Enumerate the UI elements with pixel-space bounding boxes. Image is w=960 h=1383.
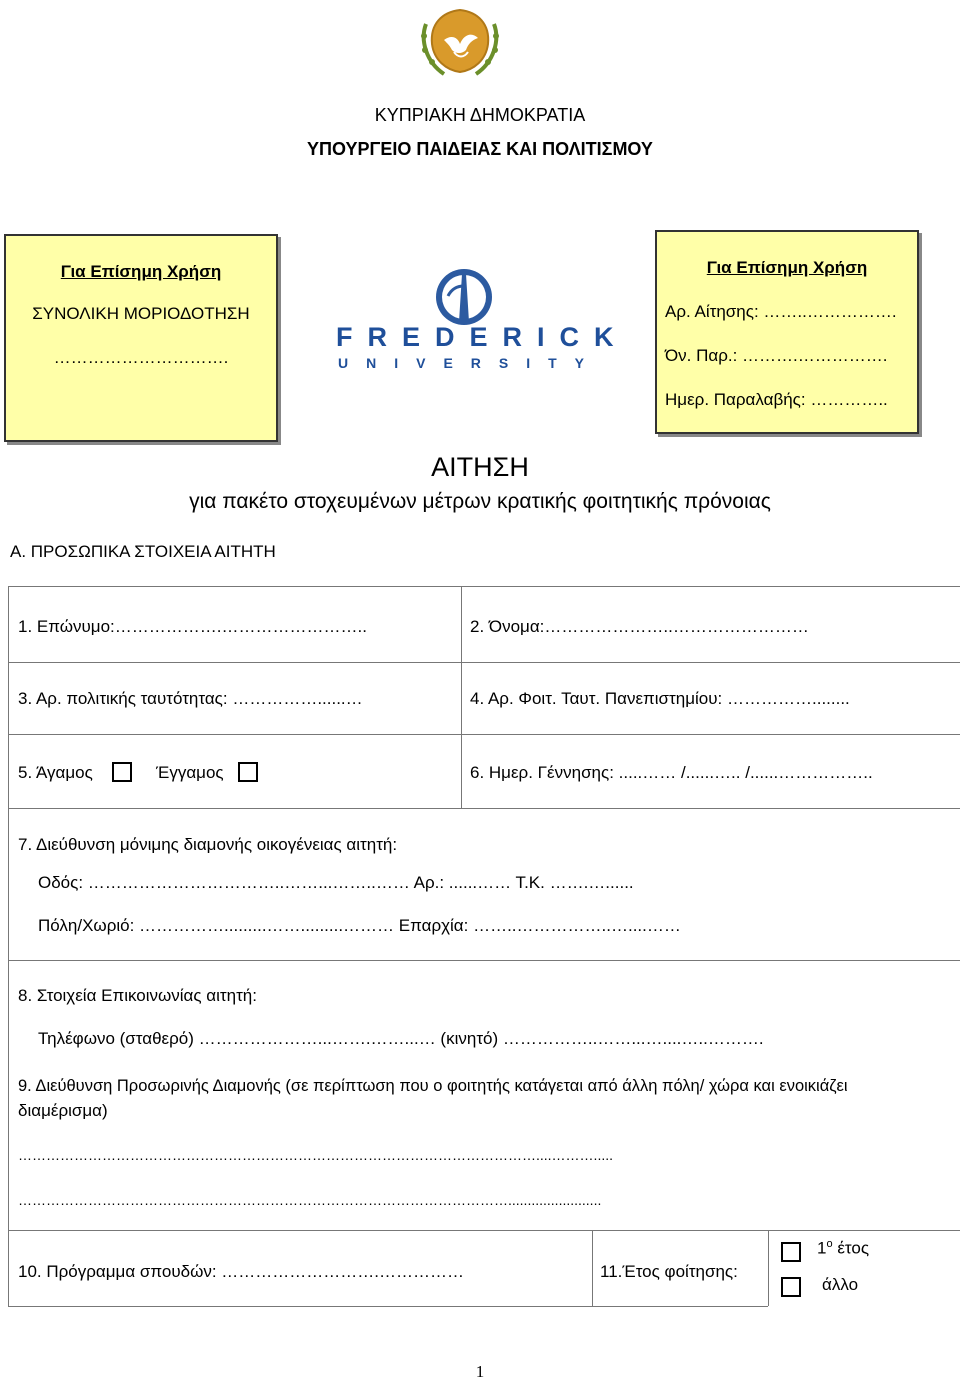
temporary-address-line-2[interactable]: ……………………………………………………………………………………………........................ (18, 1192, 602, 1208)
name-field[interactable]: 2. Όνομα:…………………..…………………… (470, 617, 809, 636)
official-use-box-right (655, 230, 919, 434)
frederick-university-logo (336, 266, 629, 376)
contact-heading: 8. Στοιχεία Επικοινωνίας αιτητή: (18, 986, 257, 1005)
application-number-field[interactable]: Αρ. Αίτησης: ……..……………. (665, 302, 897, 321)
married-label: Έγγαμος (156, 763, 224, 782)
total-score-field[interactable]: …………………………. (53, 348, 229, 367)
country-name: ΚΥΠΡΙΑΚΗ ΔΗΜΟΚΡΑΤΙΑ (374, 105, 586, 125)
single-checkbox[interactable] (112, 762, 132, 782)
temporary-address-line-1[interactable]: …………………………………………………………………………………………………....………..... (18, 1147, 614, 1163)
temporary-address-heading: 9. Διεύθυνση Προσωρινής Διαμονής (σε περίπτωση που ο φοιτητής κατάγεται από άλλη πόλη/ χώρα και ενοικιάζει (18, 1077, 848, 1095)
birth-date-field[interactable]: 6. Ημερ. Γέννησης: .....…… /......….. /......…………….. (470, 763, 873, 782)
temporary-address-heading-cont: διαμέρισμα) (18, 1101, 108, 1120)
form-subtitle: για πακέτο στοχευμένων μέτρων κρατικής φοιτητικής πρόνοιας (189, 490, 771, 513)
study-year-label: 11.Έτος φοίτησης: (600, 1262, 738, 1281)
cyprus-emblem (418, 4, 502, 80)
ministry-name: ΥΠΟΥΡΓΕΙΟ ΠΑΙΔΕΙΑΣ ΚΑΙ ΠΟΛΙΤΙΣΜΟΥ (307, 139, 653, 159)
single-label: 5. Άγαμος (18, 763, 93, 782)
street-field[interactable]: Οδός: ……………………………..……...……..…… Αρ.: ......…… Τ.Κ. …….…...... (38, 873, 634, 892)
receipt-date-field[interactable]: Ημερ. Παραλαβής: ………….. (665, 390, 888, 409)
other-year-label: άλλο (822, 1275, 859, 1294)
married-checkbox[interactable] (238, 762, 258, 782)
permanent-address-heading: 7. Διεύθυνση μόνιμης διαμονής οικογένειας αιτητή: (18, 835, 398, 854)
total-score-label: ΣΥΝΟΛΙΚΗ ΜΟΡΙΟΔΟΤΗΣΗ (32, 304, 250, 323)
section-a-heading: Α. ΠΡΟΣΩΠΙΚΑ ΣΤΟΙΧΕΙΑ ΑΙΤΗΤΗ (10, 542, 276, 561)
official-use-title-right: Για Επίσημη Χρήση (706, 258, 868, 277)
form-title: ΑΙΤΗΣΗ (431, 452, 529, 482)
official-use-title-left: Για Επίσημη Χρήση (60, 262, 222, 281)
id-number-field[interactable]: 3. Αρ. πολιτικής ταυτότητας: ……………......… (18, 689, 363, 708)
reference-number-field[interactable]: Όν. Παρ.: ……….……………. (665, 346, 888, 365)
study-program-field[interactable]: 10. Πρόγραμμα σπουδών: ……………………….…………… (18, 1262, 465, 1281)
phone-field[interactable]: Τηλέφωνο (σταθερό) …………………...…….……...… (κινητό) ……………..……...…....…..………. (38, 1029, 764, 1048)
page-number: 1 (475, 1362, 485, 1381)
first-year-label: $1^o$ έτος (817, 1238, 870, 1258)
first-year-checkbox[interactable] (781, 1242, 801, 1262)
city-field[interactable]: Πόλη/Χωριό: …………….........…….........……… Επαρχία: ……..……………..…....…… (38, 916, 681, 935)
other-year-checkbox[interactable] (781, 1277, 801, 1297)
logo-line-frederick: FREDERICK (336, 322, 629, 352)
surname-field[interactable]: 1. Επώνυμο:……………….…………………….. (18, 617, 367, 636)
student-id-field[interactable]: 4. Αρ. Φοιτ. Ταυτ. Πανεπιστημίου: ……………........ (470, 689, 850, 708)
official-use-box-left (4, 234, 278, 442)
logo-line-university: UNIVERSITY (338, 355, 603, 371)
university-emblem-icon (434, 266, 494, 328)
